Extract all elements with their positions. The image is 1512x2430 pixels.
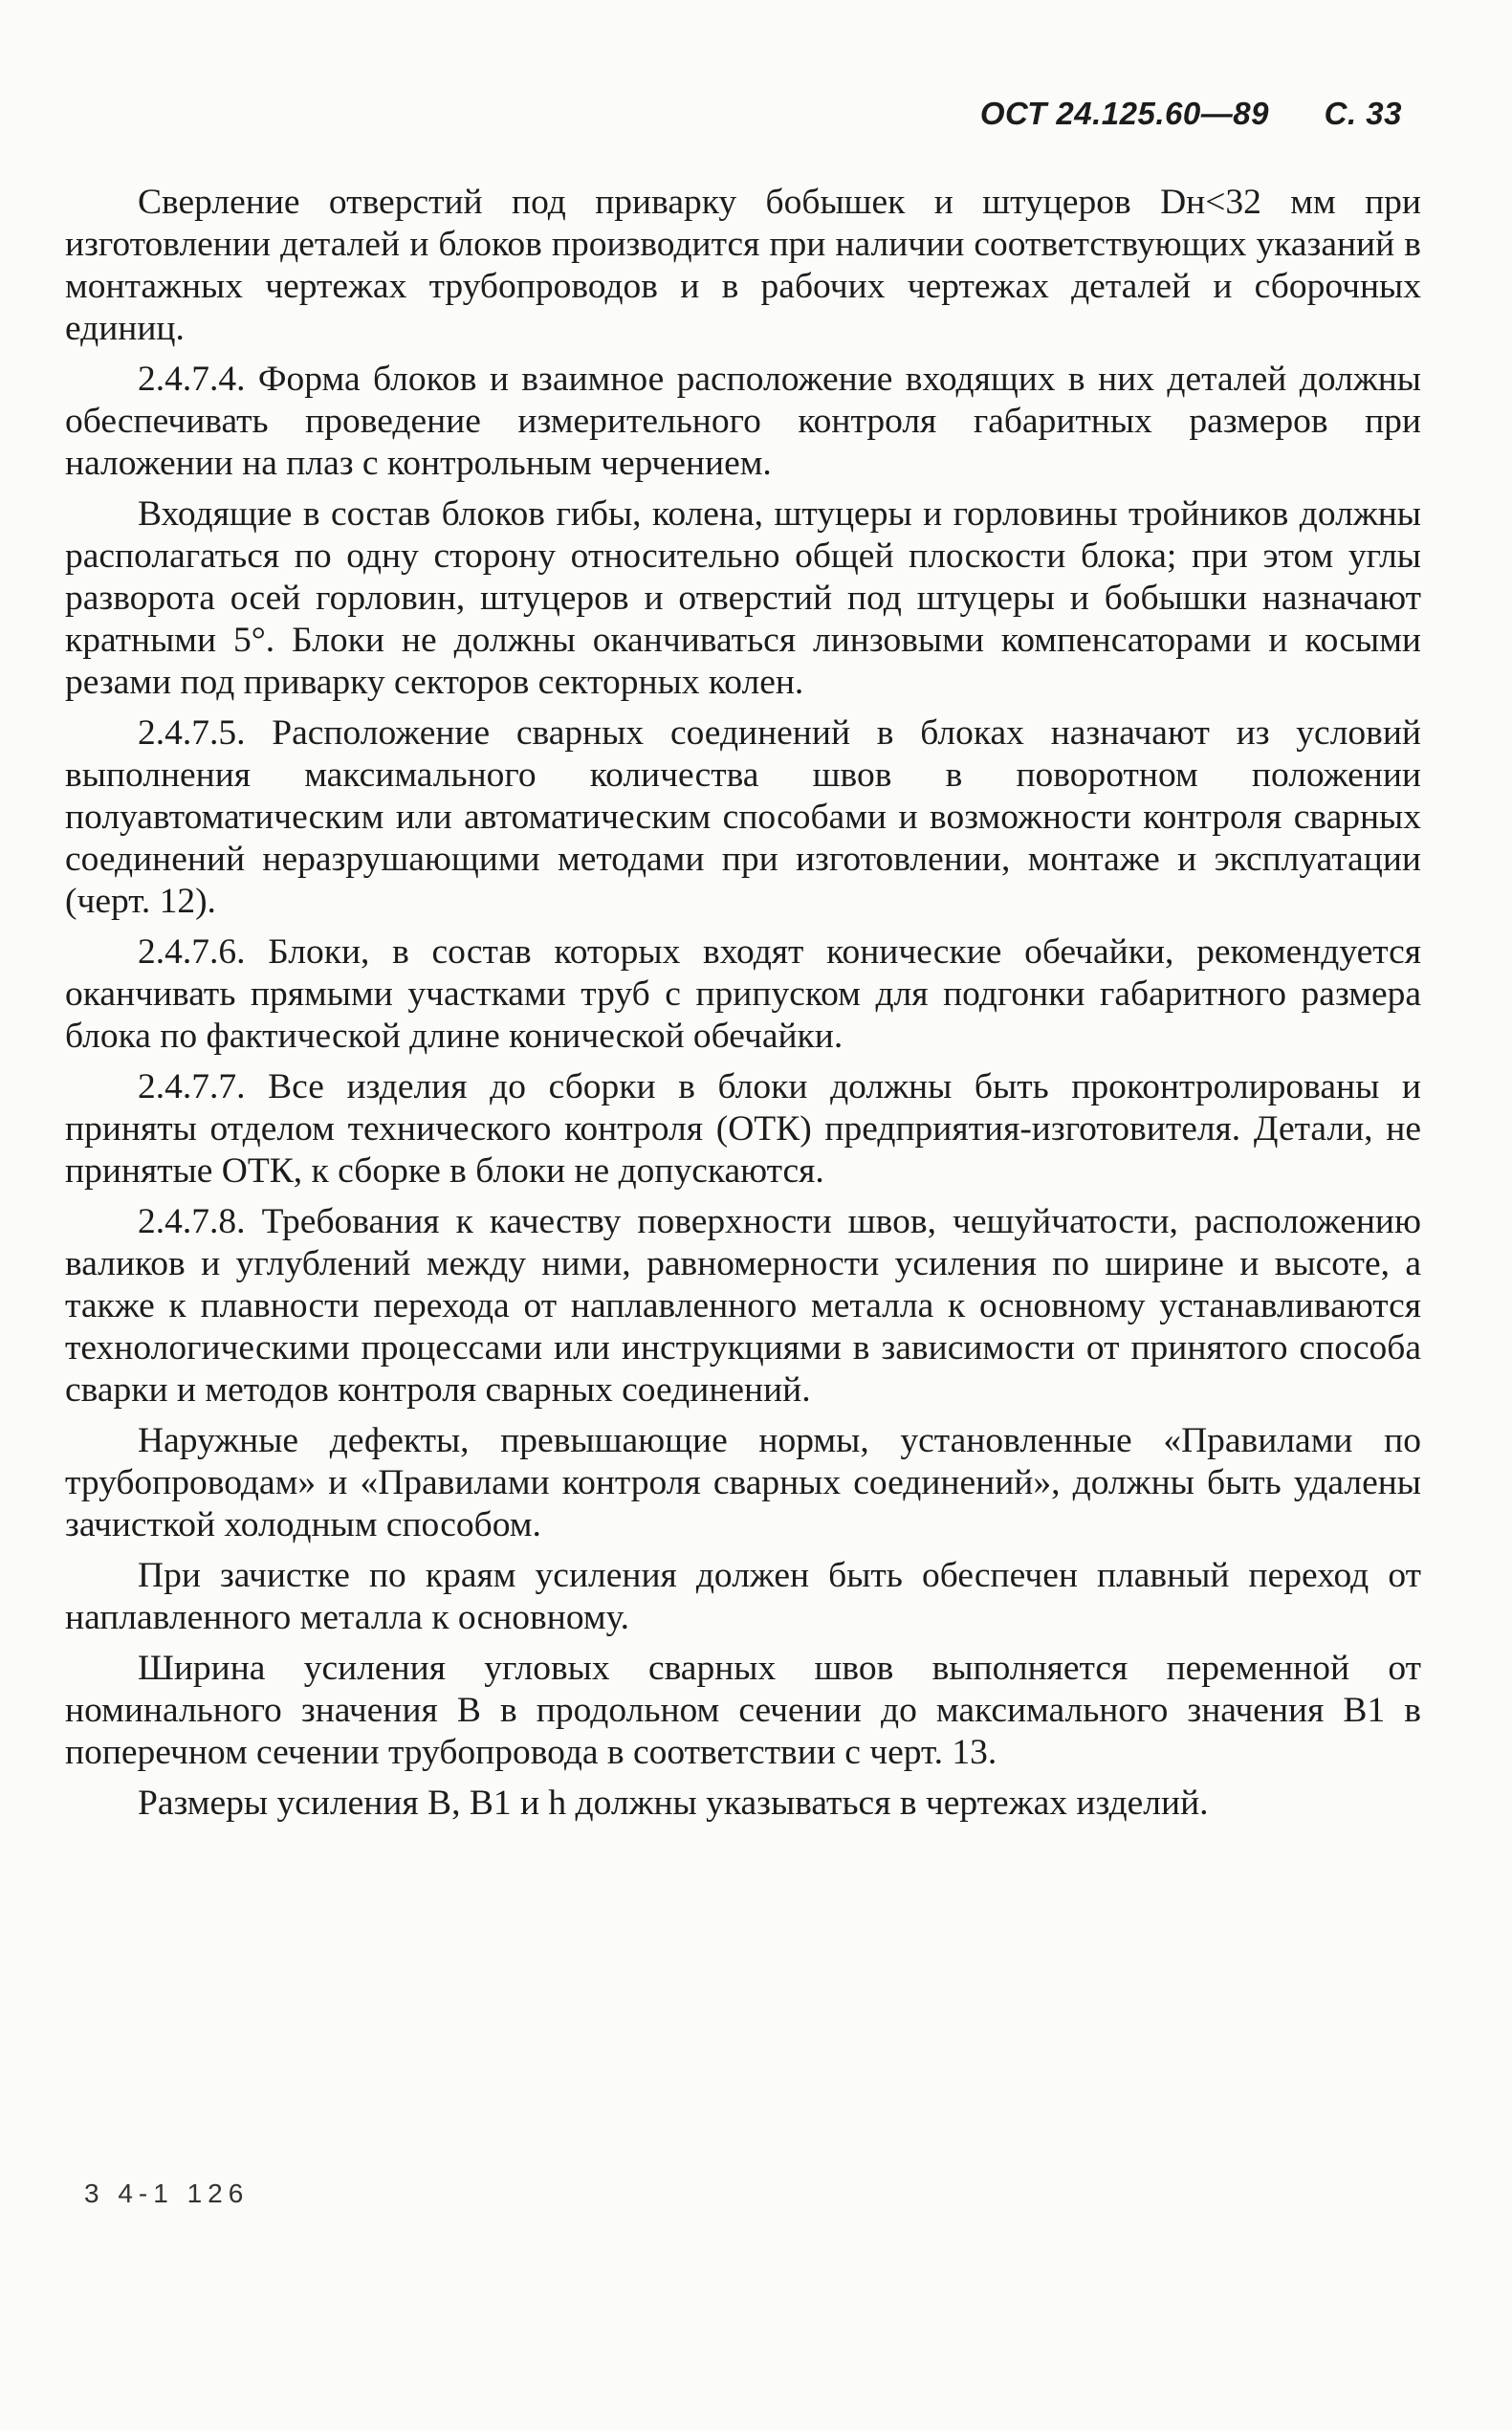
print-mark: 3 4-1 126 (84, 2178, 250, 2208)
paragraph-reinforcement-sizes: Размеры усиления B, B1 и h должны указываться в чертежах изделий. (138, 1784, 1209, 1823)
document-body (65, 182, 1421, 1833)
paragraph-block-components: Входящие в состав блоков гибы, колена, штуцеры и горловины тройников должны располагаться по одну сторону относительно общей плоскости блока; при этом углы разворота осей горловин, штуцеров и отверстий под штуцеры и бобышки назначают кратными 5°. Блоки не должны оканчиваться линзовыми компенсаторами и косыми резами под приварку секторов секторных колен. (65, 494, 1421, 702)
paragraph-drilling: Сверление отверстий под приварку бобышек и штуцеров Dн<32 мм при изготовлении деталей и блоков производится при наличии соответствующих указаний в монтажных чертежах трубопроводов и в рабочих чертежах деталей и сборочных единиц. (65, 183, 1421, 348)
paragraph-fillet-width: Ширина усиления угловых сварных швов выполняется переменной от номинального значения B в продольном сечении до максимального значения B1 в поперечном сечении трубопровода в соответствии с черт. 13. (65, 1649, 1421, 1772)
paragraph-cleaning-transition: При зачистке по краям усиления должен быть обеспечен плавный переход от наплавленного металла к основному. (65, 1556, 1421, 1637)
paragraph-2-4-7-5: 2.4.7.5. Расположение сварных соединений в блоках назначают из условий выполнения максимального количества швов в поворотном положении полуавтоматическим или автоматическим способами и возможности контроля сварных соединений неразрушающими методами при изготовлении, монтаже и эксплуатации (черт. 12). (65, 713, 1421, 921)
paragraph-2-4-7-4: 2.4.7.4. Форма блоков и взаимное расположение входящих в них деталей должны обеспечивать проведение измерительного контроля габаритных размеров при наложении на плаз с контрольным черчением. (65, 360, 1421, 483)
paragraph-external-defects: Наружные дефекты, превышающие нормы, установленные «Правилами по трубопроводам» и «Правилами контроля сварных соединений», должны быть удалены зачисткой холодным способом. (65, 1421, 1421, 1544)
page-header (980, 96, 1402, 132)
standard-code: ОСТ 24.125.60—89 (979, 96, 1269, 131)
paragraph-2-4-7-6: 2.4.7.6. Блоки, в состав которых входят конические обечайки, рекомендуется оканчивать прямыми участками труб с припуском для подгонки габаритного размера блока по фактической длине конической обечайки. (65, 932, 1421, 1056)
page-number: С. 33 (1324, 96, 1402, 131)
paragraph-2-4-7-8: 2.4.7.8. Требования к качеству поверхности швов, чешуйчатости, расположению валиков и углублений между ними, равномерности усиления по ширине и высоте, а также к плавности перехода от наплавленного металла к основному устанавливаются технологическими процессами или инструкциями в зависимости от принятого способа сварки и методов контроля сварных соединений. (65, 1202, 1421, 1410)
paragraph-2-4-7-7: 2.4.7.7. Все изделия до сборки в блоки должны быть проконтролированы и приняты отделом технического контроля (ОТК) предприятия-изготовителя. Детали, не принятые ОТК, к сборке в блоки не допускаются. (65, 1067, 1421, 1191)
